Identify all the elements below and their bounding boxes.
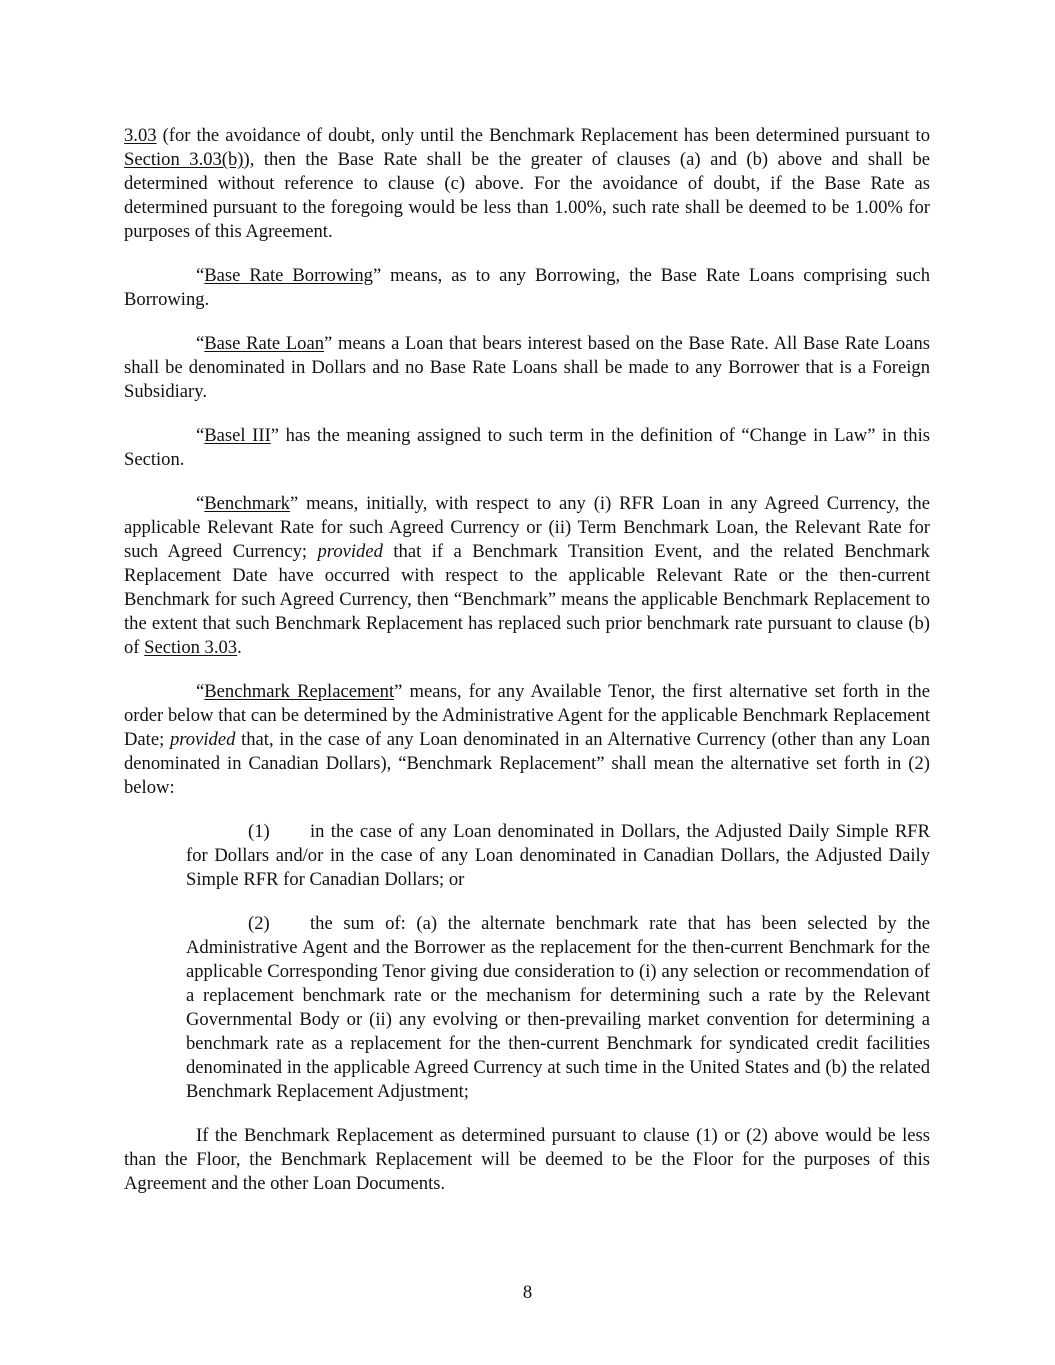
definition-text: ” means, as to any Borrowing, the Base Rate Loans comprising such Borrowing. <box>124 265 930 310</box>
open-quote: “ <box>196 333 205 354</box>
list-item-text: in the case of any Loan denominated in Dollars, the Adjusted Daily Simple RFR for Dollars and/or in the case of any Loan denominated in Canadian Dollars, the Adjusted Daily Simple RFR for Canadian Dollars; or <box>186 821 930 890</box>
intro-text-1: (for the avoidance of doubt, only until the Benchmark Replacement has been determined pursuant to <box>156 125 930 146</box>
section-ref-3-03: 3.03 <box>124 125 157 146</box>
definition-text: ” means a Loan that bears interest based on the Base Rate. All Base Rate Loans shall be denominated in Dollars and no Base Rate Loans shall be made to any Borrower that is a Foreign Subsidiary. <box>124 333 930 402</box>
section-ref-3-03-b: Section 3.03(b) <box>124 149 244 170</box>
list-item-2 <box>186 912 930 1104</box>
definition-text-1: ” means, for any Available Tenor, the first alternative set forth in the order below that can be determined by the Administrative Agent for the applicable Benchmark Replacement Date; <box>124 681 930 750</box>
definition-text-2: that, in the case of any Loan denominated in an Alternative Currency (other than any Loan denominated in Canadian Dollars), “Benchmark Replacement” shall mean the alternative set forth in (2) below: <box>124 729 930 798</box>
floor-paragraph <box>124 1124 930 1196</box>
list-item-number: (2) <box>248 913 270 934</box>
provided-italic: provided <box>317 541 383 562</box>
defined-term: Base Rate Loan <box>204 333 325 354</box>
provided-italic: provided <box>169 729 236 750</box>
definition-basel-iii <box>124 424 930 472</box>
definition-benchmark <box>124 492 930 660</box>
definition-base-rate-borrowing <box>124 264 930 312</box>
open-quote: “ <box>196 425 205 446</box>
open-quote: “ <box>196 681 205 702</box>
definition-text-3: . <box>237 637 242 658</box>
defined-term: Base Rate Borrowing <box>204 265 373 286</box>
intro-paragraph <box>124 124 930 244</box>
floor-text: If the Benchmark Replacement as determined pursuant to clause (1) or (2) above would be less than the Floor, the Benchmark Replacement will be deemed to be the Floor for the purposes of this Agreement and the other Loan Documents. <box>124 1125 930 1194</box>
definition-text-1: ” means, initially, with respect to any (i) RFR Loan in any Agreed Currency, the applicable Relevant Rate for such Agreed Currency or (ii) Term Benchmark Loan, the Relevant Rate for such Agreed Currency; <box>124 493 930 562</box>
definition-benchmark-replacement <box>124 680 930 800</box>
definition-base-rate-loan <box>124 332 930 404</box>
open-quote: “ <box>196 493 205 514</box>
list-item-1 <box>186 820 930 892</box>
defined-term: Basel III <box>204 425 271 446</box>
open-quote: “ <box>196 265 205 286</box>
page-number: 8 <box>522 1282 533 1303</box>
document-page <box>124 124 930 1216</box>
defined-term: Benchmark <box>204 493 290 514</box>
definition-text-2: that if a Benchmark Transition Event, and the related Benchmark Replacement Date have occurred with respect to the applicable Relevant Rate or the then-current Benchmark for such Agreed Currency, then “Benchmark” means the applicable Benchmark Replacement to the extent that such Benchmark Replacement has replaced such prior benchmark rate pursuant to clause (b) of <box>124 541 930 658</box>
section-ref-3-03: Section 3.03 <box>144 637 238 658</box>
definition-text: ” has the meaning assigned to such term in the definition of “Change in Law” in this Section. <box>124 425 930 470</box>
list-item-number: (1) <box>248 821 270 842</box>
list-item-text: the sum of: (a) the alternate benchmark rate that has been selected by the Administrative Agent and the Borrower as the replacement for the then-current Benchmark for the applicable Corresponding Tenor giving due consideration to (i) any selection or recommendation of a replacement benchmark rate or the mechanism for determining such a rate by the Relevant Governmental Body or (ii) any evolving or then-prevailing market convention for determining a benchmark rate as a replacement for the then-current Benchmark for syndicated credit facilities denominated in the applicable Agreed Currency at such time in the United States and (b) the related Benchmark Replacement Adjustment; <box>186 913 930 1102</box>
intro-text-2: ), then the Base Rate shall be the greater of clauses (a) and (b) above and shall be determined without reference to clause (c) above. For the avoidance of doubt, if the Base Rate as determined pursuant to the foregoing would be less than 1.00%, such rate shall be deemed to be 1.00% for purposes of this Agreement. <box>124 149 930 242</box>
defined-term: Benchmark Replacement <box>204 681 395 702</box>
